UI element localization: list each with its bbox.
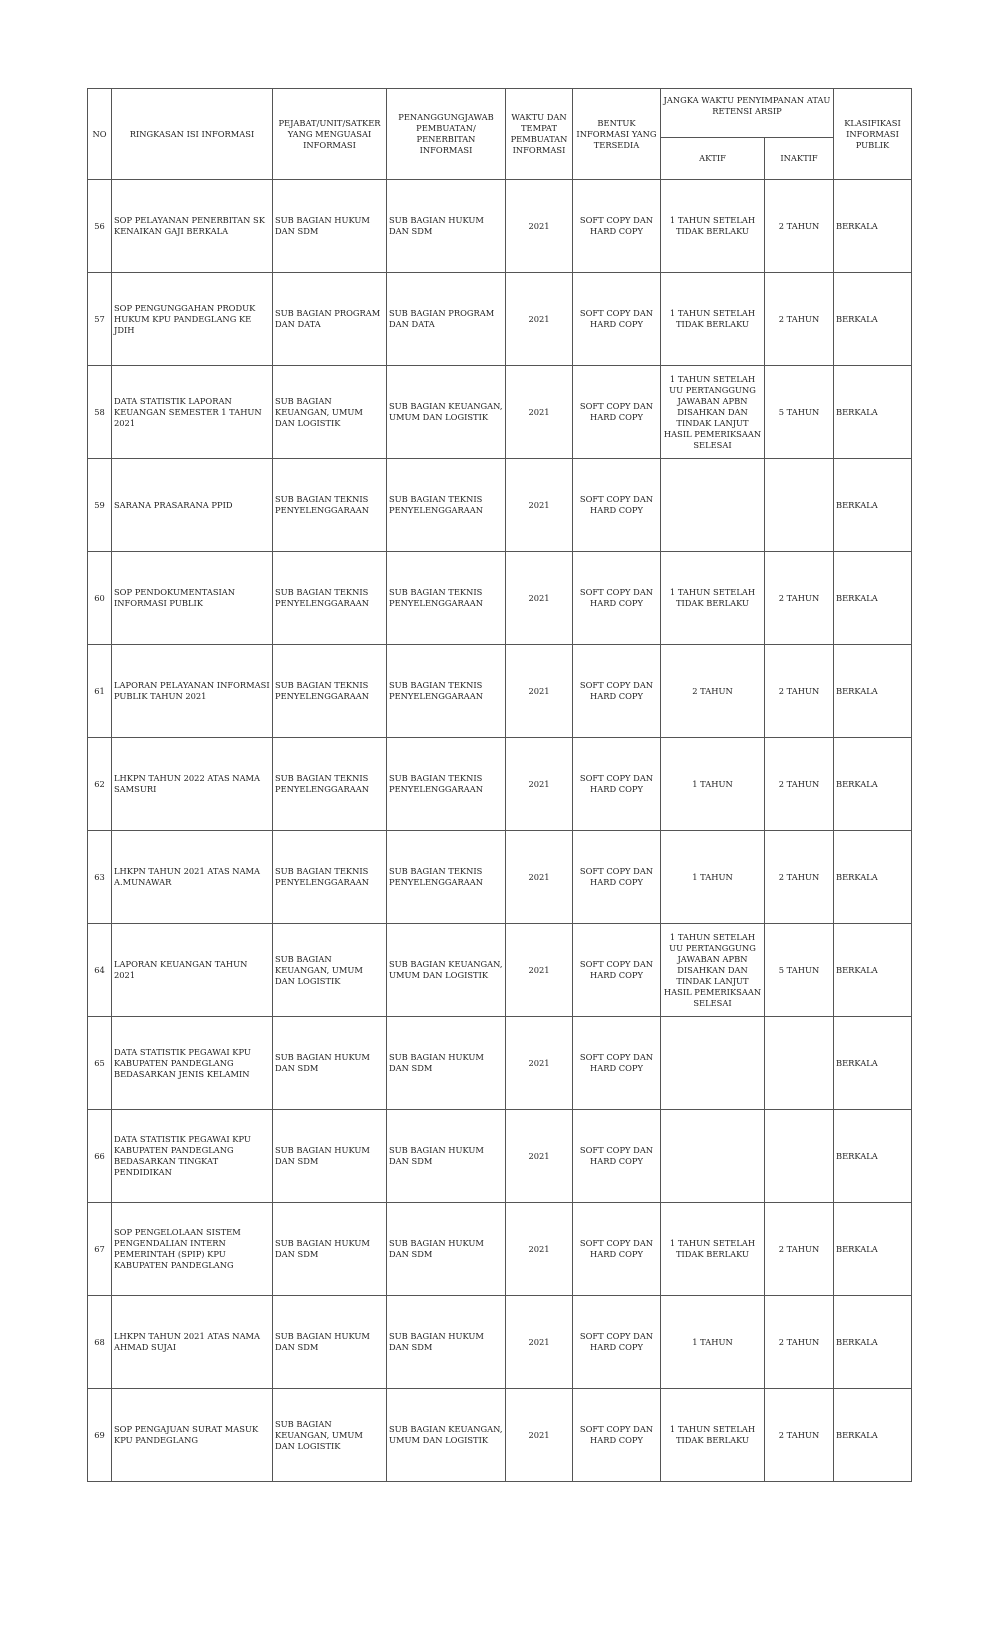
table-row	[88, 459, 912, 552]
cell-penanggungjawab: SUB BAGIAN TEKNIS PENYELENGGARAAN	[387, 738, 506, 831]
cell-waktu: 2021	[506, 552, 573, 645]
cell-no: 68	[88, 1296, 112, 1389]
cell-klasifikasi: BERKALA	[834, 366, 912, 459]
cell-no: 67	[88, 1203, 112, 1296]
cell-klasifikasi: BERKALA	[834, 645, 912, 738]
cell-bentuk: SOFT COPY DAN HARD COPY	[573, 1017, 661, 1110]
cell-no: 66	[88, 1110, 112, 1203]
cell-aktif	[661, 1110, 765, 1203]
cell-pejabat: SUB BAGIAN KEUANGAN, UMUM DAN LOGISTIK	[273, 1389, 387, 1482]
cell-aktif: 1 TAHUN SETELAH TIDAK BERLAKU	[661, 552, 765, 645]
cell-inaktif: 5 TAHUN	[765, 366, 834, 459]
table-row	[88, 1203, 912, 1296]
cell-klasifikasi: BERKALA	[834, 180, 912, 273]
cell-no: 63	[88, 831, 112, 924]
header-waktu: WAKTU DAN TEMPAT PEMBUATAN INFORMASI	[506, 89, 573, 180]
table-row	[88, 1389, 912, 1482]
cell-pejabat: SUB BAGIAN TEKNIS PENYELENGGARAAN	[273, 645, 387, 738]
cell-bentuk: SOFT COPY DAN HARD COPY	[573, 645, 661, 738]
cell-waktu: 2021	[506, 831, 573, 924]
cell-waktu: 2021	[506, 924, 573, 1017]
cell-no: 57	[88, 273, 112, 366]
cell-penanggungjawab: SUB BAGIAN TEKNIS PENYELENGGARAAN	[387, 645, 506, 738]
cell-inaktif: 2 TAHUN	[765, 552, 834, 645]
cell-inaktif	[765, 1110, 834, 1203]
cell-ringkasan: DATA STATISTIK LAPORAN KEUANGAN SEMESTER 1 TAHUN 2021	[112, 366, 273, 459]
cell-inaktif: 5 TAHUN	[765, 924, 834, 1017]
table-row	[88, 1110, 912, 1203]
table-row	[88, 552, 912, 645]
cell-aktif: 1 TAHUN SETELAH TIDAK BERLAKU	[661, 180, 765, 273]
cell-aktif: 1 TAHUN SETELAH UU PERTANGGUNG JAWABAN APBN DISAHKAN DAN TINDAK LANJUT HASIL PEMERIKSAAN SELESAI	[661, 366, 765, 459]
cell-no: 64	[88, 924, 112, 1017]
cell-penanggungjawab: SUB BAGIAN HUKUM DAN SDM	[387, 1017, 506, 1110]
cell-aktif: 1 TAHUN	[661, 1296, 765, 1389]
cell-ringkasan: SOP PENGELOLAAN SISTEM PENGENDALIAN INTERN PEMERINTAH (SPIP) KPU KABUPATEN PANDEGLANG	[112, 1203, 273, 1296]
cell-bentuk: SOFT COPY DAN HARD COPY	[573, 831, 661, 924]
cell-penanggungjawab: SUB BAGIAN KEUANGAN, UMUM DAN LOGISTIK	[387, 924, 506, 1017]
cell-pejabat: SUB BAGIAN HUKUM DAN SDM	[273, 1110, 387, 1203]
table-body	[88, 180, 912, 1482]
cell-ringkasan: LHKPN TAHUN 2022 ATAS NAMA SAMSURI	[112, 738, 273, 831]
table-row	[88, 831, 912, 924]
information-list-table	[87, 88, 912, 1482]
cell-penanggungjawab: SUB BAGIAN HUKUM DAN SDM	[387, 1203, 506, 1296]
cell-bentuk: SOFT COPY DAN HARD COPY	[573, 924, 661, 1017]
cell-waktu: 2021	[506, 180, 573, 273]
header-inaktif: INAKTIF	[765, 138, 834, 180]
cell-waktu: 2021	[506, 459, 573, 552]
table-row	[88, 924, 912, 1017]
cell-penanggungjawab: SUB BAGIAN TEKNIS PENYELENGGARAAN	[387, 552, 506, 645]
cell-inaktif	[765, 1017, 834, 1110]
cell-no: 69	[88, 1389, 112, 1482]
cell-bentuk: SOFT COPY DAN HARD COPY	[573, 366, 661, 459]
table-row	[88, 1296, 912, 1389]
cell-aktif: 1 TAHUN SETELAH TIDAK BERLAKU	[661, 1389, 765, 1482]
cell-inaktif: 2 TAHUN	[765, 273, 834, 366]
table-row	[88, 273, 912, 366]
cell-aktif: 1 TAHUN	[661, 738, 765, 831]
cell-penanggungjawab: SUB BAGIAN HUKUM DAN SDM	[387, 180, 506, 273]
cell-klasifikasi: BERKALA	[834, 1110, 912, 1203]
cell-klasifikasi: BERKALA	[834, 552, 912, 645]
cell-inaktif: 2 TAHUN	[765, 645, 834, 738]
cell-pejabat: SUB BAGIAN TEKNIS PENYELENGGARAAN	[273, 459, 387, 552]
cell-pejabat: SUB BAGIAN TEKNIS PENYELENGGARAAN	[273, 738, 387, 831]
cell-inaktif: 2 TAHUN	[765, 1296, 834, 1389]
cell-ringkasan: LAPORAN KEUANGAN TAHUN 2021	[112, 924, 273, 1017]
cell-penanggungjawab: SUB BAGIAN HUKUM DAN SDM	[387, 1110, 506, 1203]
cell-no: 58	[88, 366, 112, 459]
cell-bentuk: SOFT COPY DAN HARD COPY	[573, 1389, 661, 1482]
cell-waktu: 2021	[506, 273, 573, 366]
cell-no: 59	[88, 459, 112, 552]
header-bentuk: BENTUK INFORMASI YANG TERSEDIA	[573, 89, 661, 180]
header-jangka-waktu: JANGKA WAKTU PENYIMPANAN ATAU RETENSI ARSIP	[661, 89, 834, 138]
cell-klasifikasi: BERKALA	[834, 1203, 912, 1296]
cell-aktif: 1 TAHUN SETELAH UU PERTANGGUNG JAWABAN APBN DISAHKAN DAN TINDAK LANJUT HASIL PEMERIKSAAN SELESAI	[661, 924, 765, 1017]
cell-klasifikasi: BERKALA	[834, 738, 912, 831]
cell-klasifikasi: BERKALA	[834, 273, 912, 366]
cell-pejabat: SUB BAGIAN TEKNIS PENYELENGGARAAN	[273, 552, 387, 645]
cell-klasifikasi: BERKALA	[834, 459, 912, 552]
cell-waktu: 2021	[506, 645, 573, 738]
cell-aktif	[661, 459, 765, 552]
cell-bentuk: SOFT COPY DAN HARD COPY	[573, 180, 661, 273]
cell-aktif: 1 TAHUN SETELAH TIDAK BERLAKU	[661, 273, 765, 366]
cell-penanggungjawab: SUB BAGIAN KEUANGAN, UMUM DAN LOGISTIK	[387, 1389, 506, 1482]
cell-aktif: 1 TAHUN SETELAH TIDAK BERLAKU	[661, 1203, 765, 1296]
cell-waktu: 2021	[506, 1296, 573, 1389]
cell-inaktif: 2 TAHUN	[765, 1203, 834, 1296]
cell-waktu: 2021	[506, 1203, 573, 1296]
cell-inaktif: 2 TAHUN	[765, 738, 834, 831]
cell-penanggungjawab: SUB BAGIAN HUKUM DAN SDM	[387, 1296, 506, 1389]
cell-ringkasan: SOP PENDOKUMENTASIAN INFORMASI PUBLIK	[112, 552, 273, 645]
cell-inaktif	[765, 459, 834, 552]
cell-inaktif: 2 TAHUN	[765, 1389, 834, 1482]
cell-pejabat: SUB BAGIAN HUKUM DAN SDM	[273, 180, 387, 273]
table-row	[88, 1017, 912, 1110]
cell-penanggungjawab: SUB BAGIAN TEKNIS PENYELENGGARAAN	[387, 459, 506, 552]
cell-bentuk: SOFT COPY DAN HARD COPY	[573, 1296, 661, 1389]
cell-pejabat: SUB BAGIAN PROGRAM DAN DATA	[273, 273, 387, 366]
cell-waktu: 2021	[506, 366, 573, 459]
cell-bentuk: SOFT COPY DAN HARD COPY	[573, 273, 661, 366]
cell-bentuk: SOFT COPY DAN HARD COPY	[573, 738, 661, 831]
cell-inaktif: 2 TAHUN	[765, 180, 834, 273]
header-ringkasan: RINGKASAN ISI INFORMASI	[112, 89, 273, 180]
cell-pejabat: SUB BAGIAN TEKNIS PENYELENGGARAAN	[273, 831, 387, 924]
cell-bentuk: SOFT COPY DAN HARD COPY	[573, 459, 661, 552]
cell-klasifikasi: BERKALA	[834, 1389, 912, 1482]
cell-waktu: 2021	[506, 1017, 573, 1110]
cell-ringkasan: DATA STATISTIK PEGAWAI KPU KABUPATEN PANDEGLANG BEDASARKAN TINGKAT PENDIDIKAN	[112, 1110, 273, 1203]
cell-penanggungjawab: SUB BAGIAN TEKNIS PENYELENGGARAAN	[387, 831, 506, 924]
cell-waktu: 2021	[506, 738, 573, 831]
cell-pejabat: SUB BAGIAN KEUANGAN, UMUM DAN LOGISTIK	[273, 924, 387, 1017]
cell-inaktif: 2 TAHUN	[765, 831, 834, 924]
cell-aktif: 1 TAHUN	[661, 831, 765, 924]
cell-no: 65	[88, 1017, 112, 1110]
header-klasifikasi: KLASIFIKASI INFORMASI PUBLIK	[834, 89, 912, 180]
table-row	[88, 645, 912, 738]
cell-ringkasan: LHKPN TAHUN 2021 ATAS NAMA AHMAD SUJAI	[112, 1296, 273, 1389]
cell-klasifikasi: BERKALA	[834, 1296, 912, 1389]
header-no: NO	[88, 89, 112, 180]
cell-no: 60	[88, 552, 112, 645]
cell-pejabat: SUB BAGIAN HUKUM DAN SDM	[273, 1203, 387, 1296]
cell-no: 56	[88, 180, 112, 273]
header-row-top	[88, 89, 912, 138]
table-row	[88, 180, 912, 273]
cell-ringkasan: LHKPN TAHUN 2021 ATAS NAMA A.MUNAWAR	[112, 831, 273, 924]
cell-penanggungjawab: SUB BAGIAN KEUANGAN, UMUM DAN LOGISTIK	[387, 366, 506, 459]
cell-pejabat: SUB BAGIAN HUKUM DAN SDM	[273, 1017, 387, 1110]
cell-klasifikasi: BERKALA	[834, 924, 912, 1017]
cell-waktu: 2021	[506, 1110, 573, 1203]
cell-penanggungjawab: SUB BAGIAN PROGRAM DAN DATA	[387, 273, 506, 366]
cell-bentuk: SOFT COPY DAN HARD COPY	[573, 1203, 661, 1296]
cell-aktif	[661, 1017, 765, 1110]
cell-pejabat: SUB BAGIAN HUKUM DAN SDM	[273, 1296, 387, 1389]
header-pejabat: PEJABAT/UNIT/SATKER YANG MENGUASAI INFORMASI	[273, 89, 387, 180]
cell-klasifikasi: BERKALA	[834, 831, 912, 924]
cell-no: 61	[88, 645, 112, 738]
header-penanggungjawab: PENANGGUNGJAWAB PEMBUATAN/ PENERBITAN INFORMASI	[387, 89, 506, 180]
cell-ringkasan: SOP PENGAJUAN SURAT MASUK KPU PANDEGLANG	[112, 1389, 273, 1482]
cell-ringkasan: SARANA PRASARANA PPID	[112, 459, 273, 552]
cell-aktif: 2 TAHUN	[661, 645, 765, 738]
cell-no: 62	[88, 738, 112, 831]
cell-klasifikasi: BERKALA	[834, 1017, 912, 1110]
cell-bentuk: SOFT COPY DAN HARD COPY	[573, 1110, 661, 1203]
header-aktif: AKTIF	[661, 138, 765, 180]
cell-ringkasan: LAPORAN PELAYANAN INFORMASI PUBLIK TAHUN 2021	[112, 645, 273, 738]
cell-pejabat: SUB BAGIAN KEUANGAN, UMUM DAN LOGISTIK	[273, 366, 387, 459]
cell-bentuk: SOFT COPY DAN HARD COPY	[573, 552, 661, 645]
cell-ringkasan: SOP PENGUNGGAHAN PRODUK HUKUM KPU PANDEGLANG KE JDIH	[112, 273, 273, 366]
cell-ringkasan: DATA STATISTIK PEGAWAI KPU KABUPATEN PANDEGLANG BEDASARKAN JENIS KELAMIN	[112, 1017, 273, 1110]
table-row	[88, 366, 912, 459]
cell-waktu: 2021	[506, 1389, 573, 1482]
table-row	[88, 738, 912, 831]
cell-ringkasan: SOP PELAYANAN PENERBITAN SK KENAIKAN GAJI BERKALA	[112, 180, 273, 273]
